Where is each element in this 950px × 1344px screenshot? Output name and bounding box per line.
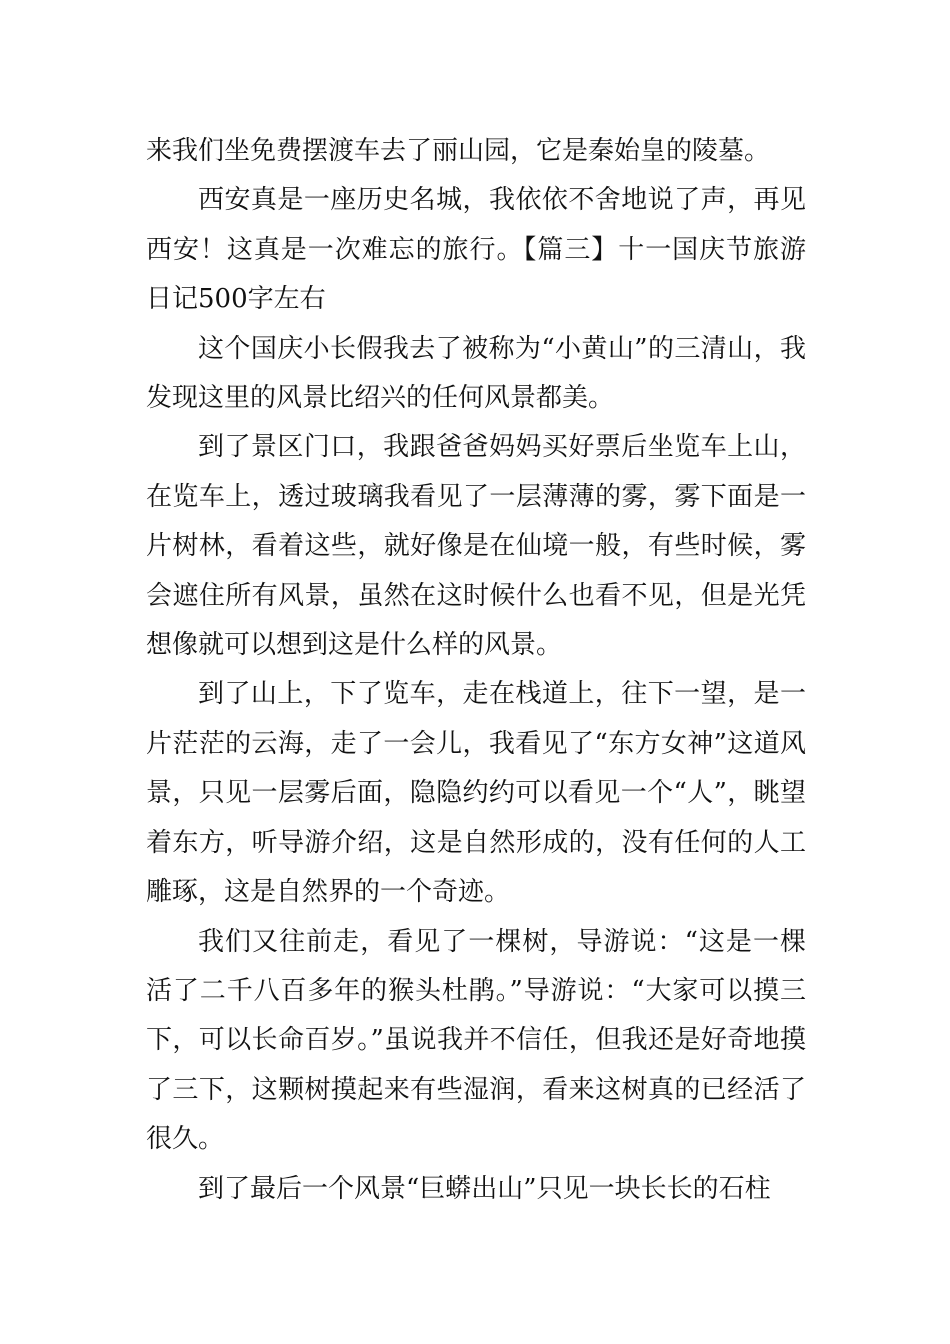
paragraph-7: 到了最后一个风景“巨蟒出山”只见一块长长的石柱 [198,1173,771,1204]
paragraph-5: 到了山上，下了览车，走在栈道上，往下一望，是一片茫茫的云海，走了一会儿，我看见了“东方女神”这道风景，只见一层雾后面，隐隐约约可以看见一个“人”，眺望着东方，听导游介绍，这是自然形成的，没有任何的人工雕琢，这是自然界的一个奇迹。 [146,679,806,908]
paragraph-4: 到了景区门口，我跟爸爸妈妈买好票后坐览车上山，在览车上，透过玻璃我看见了一层薄薄的雾，雾下面是一片树林，看着这些，就好像是在仙境一般，有些时候，雾会遮住所有风景，虽然在这时候什么也看不见，但是光凭想像就可以想到这是什么样的风景。 [146,432,806,661]
paragraph-3: 这个国庆小长假我去了被称为“小黄山”的三清山，我发现这里的风景比绍兴的任何风景都美。 [146,333,806,414]
paragraph-6: 我们又往前走，看见了一棵树，导游说：“这是一棵活了二千八百多年的猴头杜鹃。”导游说：“大家可以摸三下，可以长命百岁。”虽说我并不信任，但我还是好奇地摸了三下，这颗树摸起来有些湿润，看来这树真的已经活了很久。 [146,926,806,1155]
paragraph-1: 来我们坐免费摆渡车去了丽山园，它是秦始皇的陵墓。 [146,136,771,166]
document-body [146,127,806,1214]
paragraph-2: 西安真是一座历史名城，我依依不舍地说了声，再见西安！这真是一次难忘的旅行。【篇三】十一国庆节旅游日记500字左右 [146,185,806,315]
